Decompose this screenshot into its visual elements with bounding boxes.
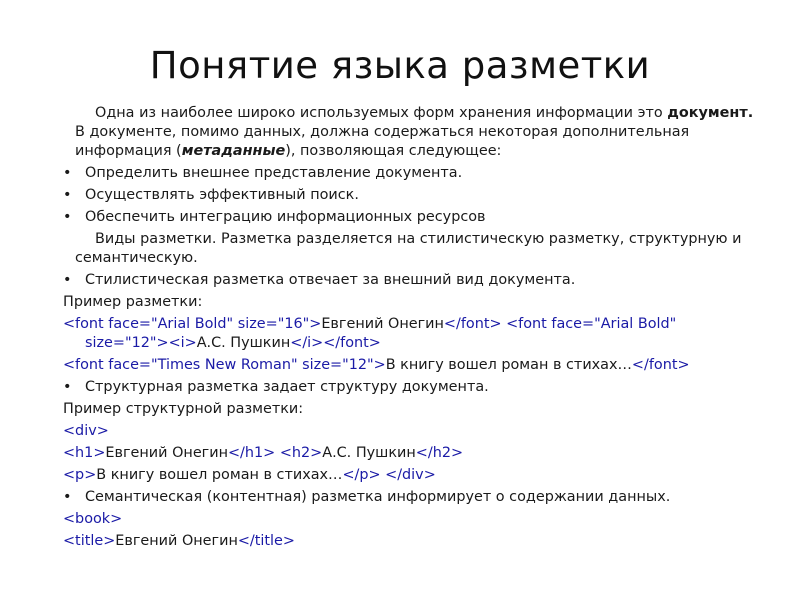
bullet-text: Обеспечить интеграцию информационных ресурсов — [85, 209, 486, 225]
code-tag: <font face="Arial Bold" size="16"> — [63, 316, 322, 332]
code-text: В книгу вошел роман в стихах… — [385, 357, 632, 373]
code-tag: <div> — [63, 423, 109, 439]
bullet-text: Структурная разметка задает структуру документа. — [85, 379, 489, 395]
list-item — [63, 186, 763, 205]
code-text: Евгений Онегин — [321, 316, 444, 332]
list-item — [63, 208, 763, 227]
code-tag: </i></font> — [290, 335, 381, 351]
bullet-marker: • — [63, 165, 72, 181]
bullet-marker: • — [63, 379, 72, 395]
struct-example-headings — [63, 444, 763, 463]
code-tag: <book> — [63, 511, 123, 527]
code-tag: <h1> — [63, 445, 106, 461]
bullet-text: Стилистическая разметка отвечает за внешний вид документа. — [85, 272, 576, 288]
bullet-text: Определить внешнее представление документа. — [85, 165, 463, 181]
intro-text-1: Одна из наиболее широко используемых форм хранения информации это — [95, 105, 668, 121]
code-tag: <font face="Times New Roman" size="12"> — [63, 357, 386, 373]
intro-term-metadata: метаданные — [181, 143, 286, 159]
code-tag: </h1> — [228, 445, 276, 461]
bullet-marker: • — [63, 272, 72, 288]
code-tag: </div> — [380, 467, 436, 483]
code-tag: <h2> — [275, 445, 323, 461]
code-tag: </font> — [443, 316, 502, 332]
list-item — [63, 378, 763, 397]
slide-content — [63, 104, 763, 551]
markup-types-paragraph: Виды разметки. Разметка разделяется на стилистическую разметку, структурную и семантическую. — [75, 231, 742, 266]
list-item — [63, 164, 763, 183]
bullet-marker: • — [63, 187, 72, 203]
code-tag: <title> — [63, 533, 116, 549]
bullet-marker: • — [63, 489, 72, 505]
code-text: Евгений Онегин — [105, 445, 228, 461]
example-label: Пример разметки: — [63, 294, 203, 310]
intro-text-2: В документе, помимо данных, должна содержаться некоторая дополнительная информация ( — [75, 124, 690, 159]
style-example-line-1 — [63, 315, 763, 353]
struct-example-paragraph — [63, 466, 763, 485]
bullet-text: Осуществлять эффективный поиск. — [85, 187, 359, 203]
slide-title: Понятие языка разметки — [149, 44, 651, 87]
code-tag: </h2> — [415, 445, 464, 461]
example-label: Пример структурной разметки: — [63, 401, 304, 417]
bullet-text: Семантическая (контентная) разметка информирует о содержании данных. — [85, 489, 671, 505]
bullet-marker: • — [63, 209, 72, 225]
list-item — [63, 271, 763, 290]
code-tag: </title> — [237, 533, 295, 549]
list-item — [63, 488, 763, 507]
sem-example-book — [63, 510, 763, 529]
code-text: Евгений Онегин — [115, 533, 238, 549]
code-text: В книгу вошел роман в стихах… — [96, 467, 343, 483]
intro-text-3: ), позволяющая следующее: — [285, 143, 502, 159]
intro-term-document: документ. — [667, 105, 754, 121]
code-tag: </p> — [342, 467, 381, 483]
style-example-line-2 — [63, 356, 763, 375]
code-text: А.С. Пушкин — [322, 445, 416, 461]
code-tag: <font face="Arial Bold" size="12"><i> — [85, 316, 677, 351]
code-text: А.С. Пушкин — [196, 335, 291, 351]
sem-example-title — [63, 532, 763, 551]
code-tag: <p> — [63, 467, 97, 483]
intro-paragraph — [63, 104, 763, 161]
struct-example-div-open — [63, 422, 763, 441]
code-tag: </font> — [631, 357, 690, 373]
